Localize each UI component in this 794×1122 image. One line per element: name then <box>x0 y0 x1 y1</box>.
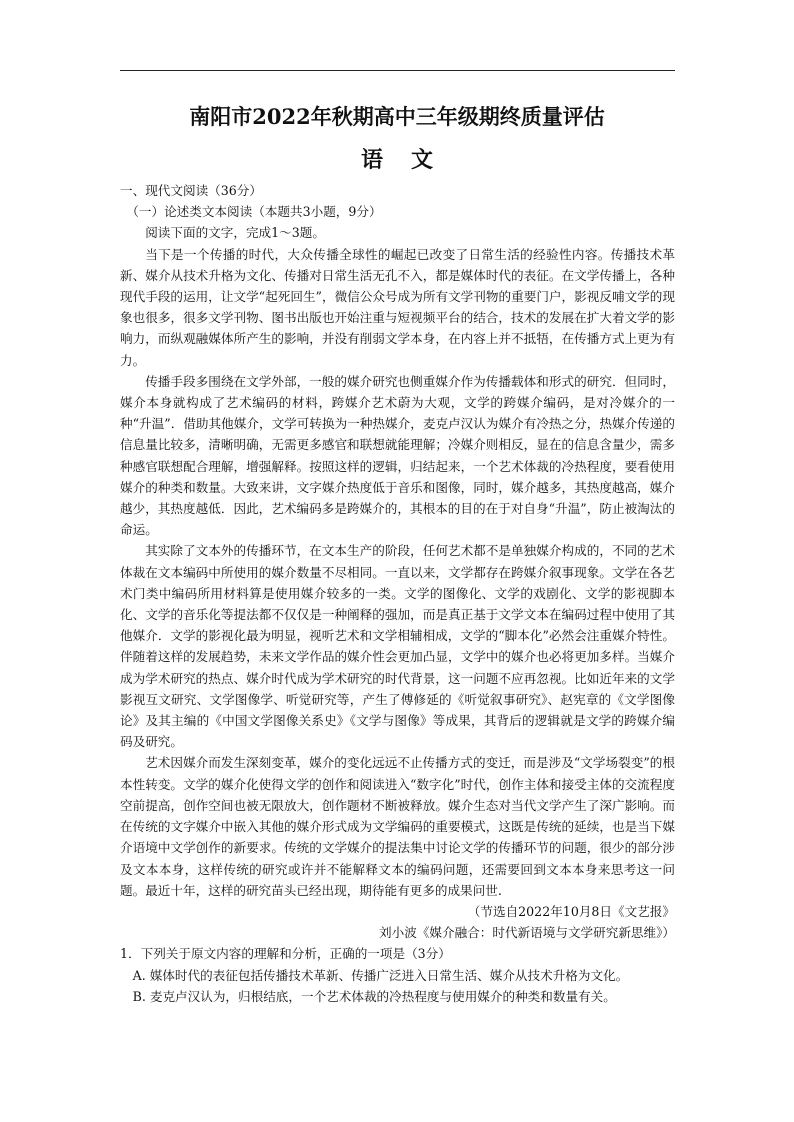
passage-paragraph-1: 当下是一个传播的时代，大众传播全球性的崛起已改变了日常生活的经验性内容。传播技术革新、媒介从技术升格为文化、传播对日常生活无孔不入，都是媒体时代的表征。在文学传播上，各种现代手段的运用，让文学“起死回生”，微信公众号成为所有文学刊物的重要门户，影视反哺文学的现象也很多，很多文学刊物、图书出版也开始注重与短视频平台的结合，技术的发展在扩大着文学的影响力，而纵观融媒体所产生的影响，并没有削弱文学本身，在内容上并不抵牾，在传播方式上更为有力。 <box>120 246 675 368</box>
document-body <box>120 180 675 1007</box>
passage-paragraph-3: 其实除了文本外的传播环节，在文本生产的阶段，任何艺术都不是单独媒介构成的，不同的艺术体裁在文本编码中所使用的媒介数量不尽相同。一直以来，文学都存在跨媒介叙事现象。文学在各艺术门类中编码所用材料算是使用媒介较多的一类。文学的图像化、文学的戏剧化、文学的影视脚本化、文学的音乐化等提法都不仅仅是一种阐释的强加，而是真正基于文学文本在编码过程中使用了其他媒介．文学的影视化最为明显，视听艺术和文学相辅相成，文学的“脚本化”必然会注重媒介特性。伴随着这样的发展趋势，未来文学作品的媒介性会更加凸显，文学中的媒介也必将更加多样。当媒介成为学术研究的热点、媒介时代成为学术研究的时代背景，这一问题不应再忽视。比如近年来的文学影视互文研究、文学图像学、听觉研究等，产生了傅修延的《听觉叙事研究》、赵宪章的《文学图像论》及其主编的《中国文学图像关系史》《文学与图像》等成果，其背后的逻辑就是文学的跨媒介编码及研究。 <box>120 543 675 750</box>
subject-title: 语文 <box>360 147 461 173</box>
source-line-1: （节选自2022年10月8日《文艺报》 <box>467 903 675 919</box>
passage-paragraph-2: 传播手段多围绕在文学外部，一般的媒介研究也侧重媒介作为传播载体和形式的研究．但同时，媒介本身就构成了艺术编码的材料，跨媒介艺术蔚为大观，文学的跨媒介编码，是对冷媒介的一种“升温”．借助其他媒介，文学可转换为一种热媒介，麦克卢汉认为媒介有冷热之分，热媒介传递的信息量比较多，清晰明确，无需更多感官和联想就能理解；冷媒介则相反，显在的信息含量少，需多种感官联想配合理解，增强解释。按照这样的逻辑，归结起来，一个艺术体裁的冷热程度，要看使用媒介的种类和数量。大致来讲，文字媒介热度低于音乐和图像，同时，媒介越多，其热度越高，媒介越少，其热度越低．因此，艺术编码多是跨媒介的，其根本的目的在于对自身“升温”，防止被淘汰的命运。 <box>120 373 675 538</box>
reading-instruction: 阅读下面的文字，完成1～3题。 <box>145 225 325 241</box>
question-1-option-a: A. 媒体时代的表征包括传播技术革新、传播广泛进入日常生活、媒介从技术升格为文化。 <box>132 967 629 983</box>
exam-title: 南阳市2022年秋期高中三年级期终质量评估 <box>189 104 605 129</box>
section-subheading: （一）论述类文本阅读（本题共3小题，9分） <box>126 204 382 220</box>
passage-source <box>120 901 675 943</box>
top-rule <box>120 70 675 71</box>
source-line-2: 刘小波《媒介融合：时代新语境与文学研究新思维》） <box>379 925 675 941</box>
passage-paragraph-4: 艺术因媒介而发生深刻变革，媒介的变化远远不止传播方式的变迁，而是涉及“文学场裂变”的根本性转变。文学的媒介化使得文学的创作和阅读进入“数字化”时代，创作主体和接受主体的交流程度空前提高，创作空间也被无限放大，创作题材不断被释放。媒介生态对当代文学产生了深广影响。而在传统的文字媒介中嵌入其他的媒介形式成为文学编码的重要模式，这既是传统的延续，也是当下媒介语境中文学创作的新要求。传统的文学媒介的提法集中讨论文学的传播环节的问题，很少的部分涉及文本本身，这样传统的研究或许并不能解释文本的编码问题，还需要回到文本本身来思考这一问题。最近十年，这样的研究苗头已经出现，期待能有更多的成果问世. <box>120 755 675 898</box>
question-1-stem: 1．下列关于原文内容的理解和分析，正确的一项是（3分） <box>120 946 451 962</box>
question-1-option-b: B. 麦克卢汉认为，归根结底，一个艺术体裁的冷热程度与使用媒介的种类和数量有关。 <box>132 988 616 1004</box>
section-heading: 一、现代文阅读（36分） <box>120 183 262 198</box>
